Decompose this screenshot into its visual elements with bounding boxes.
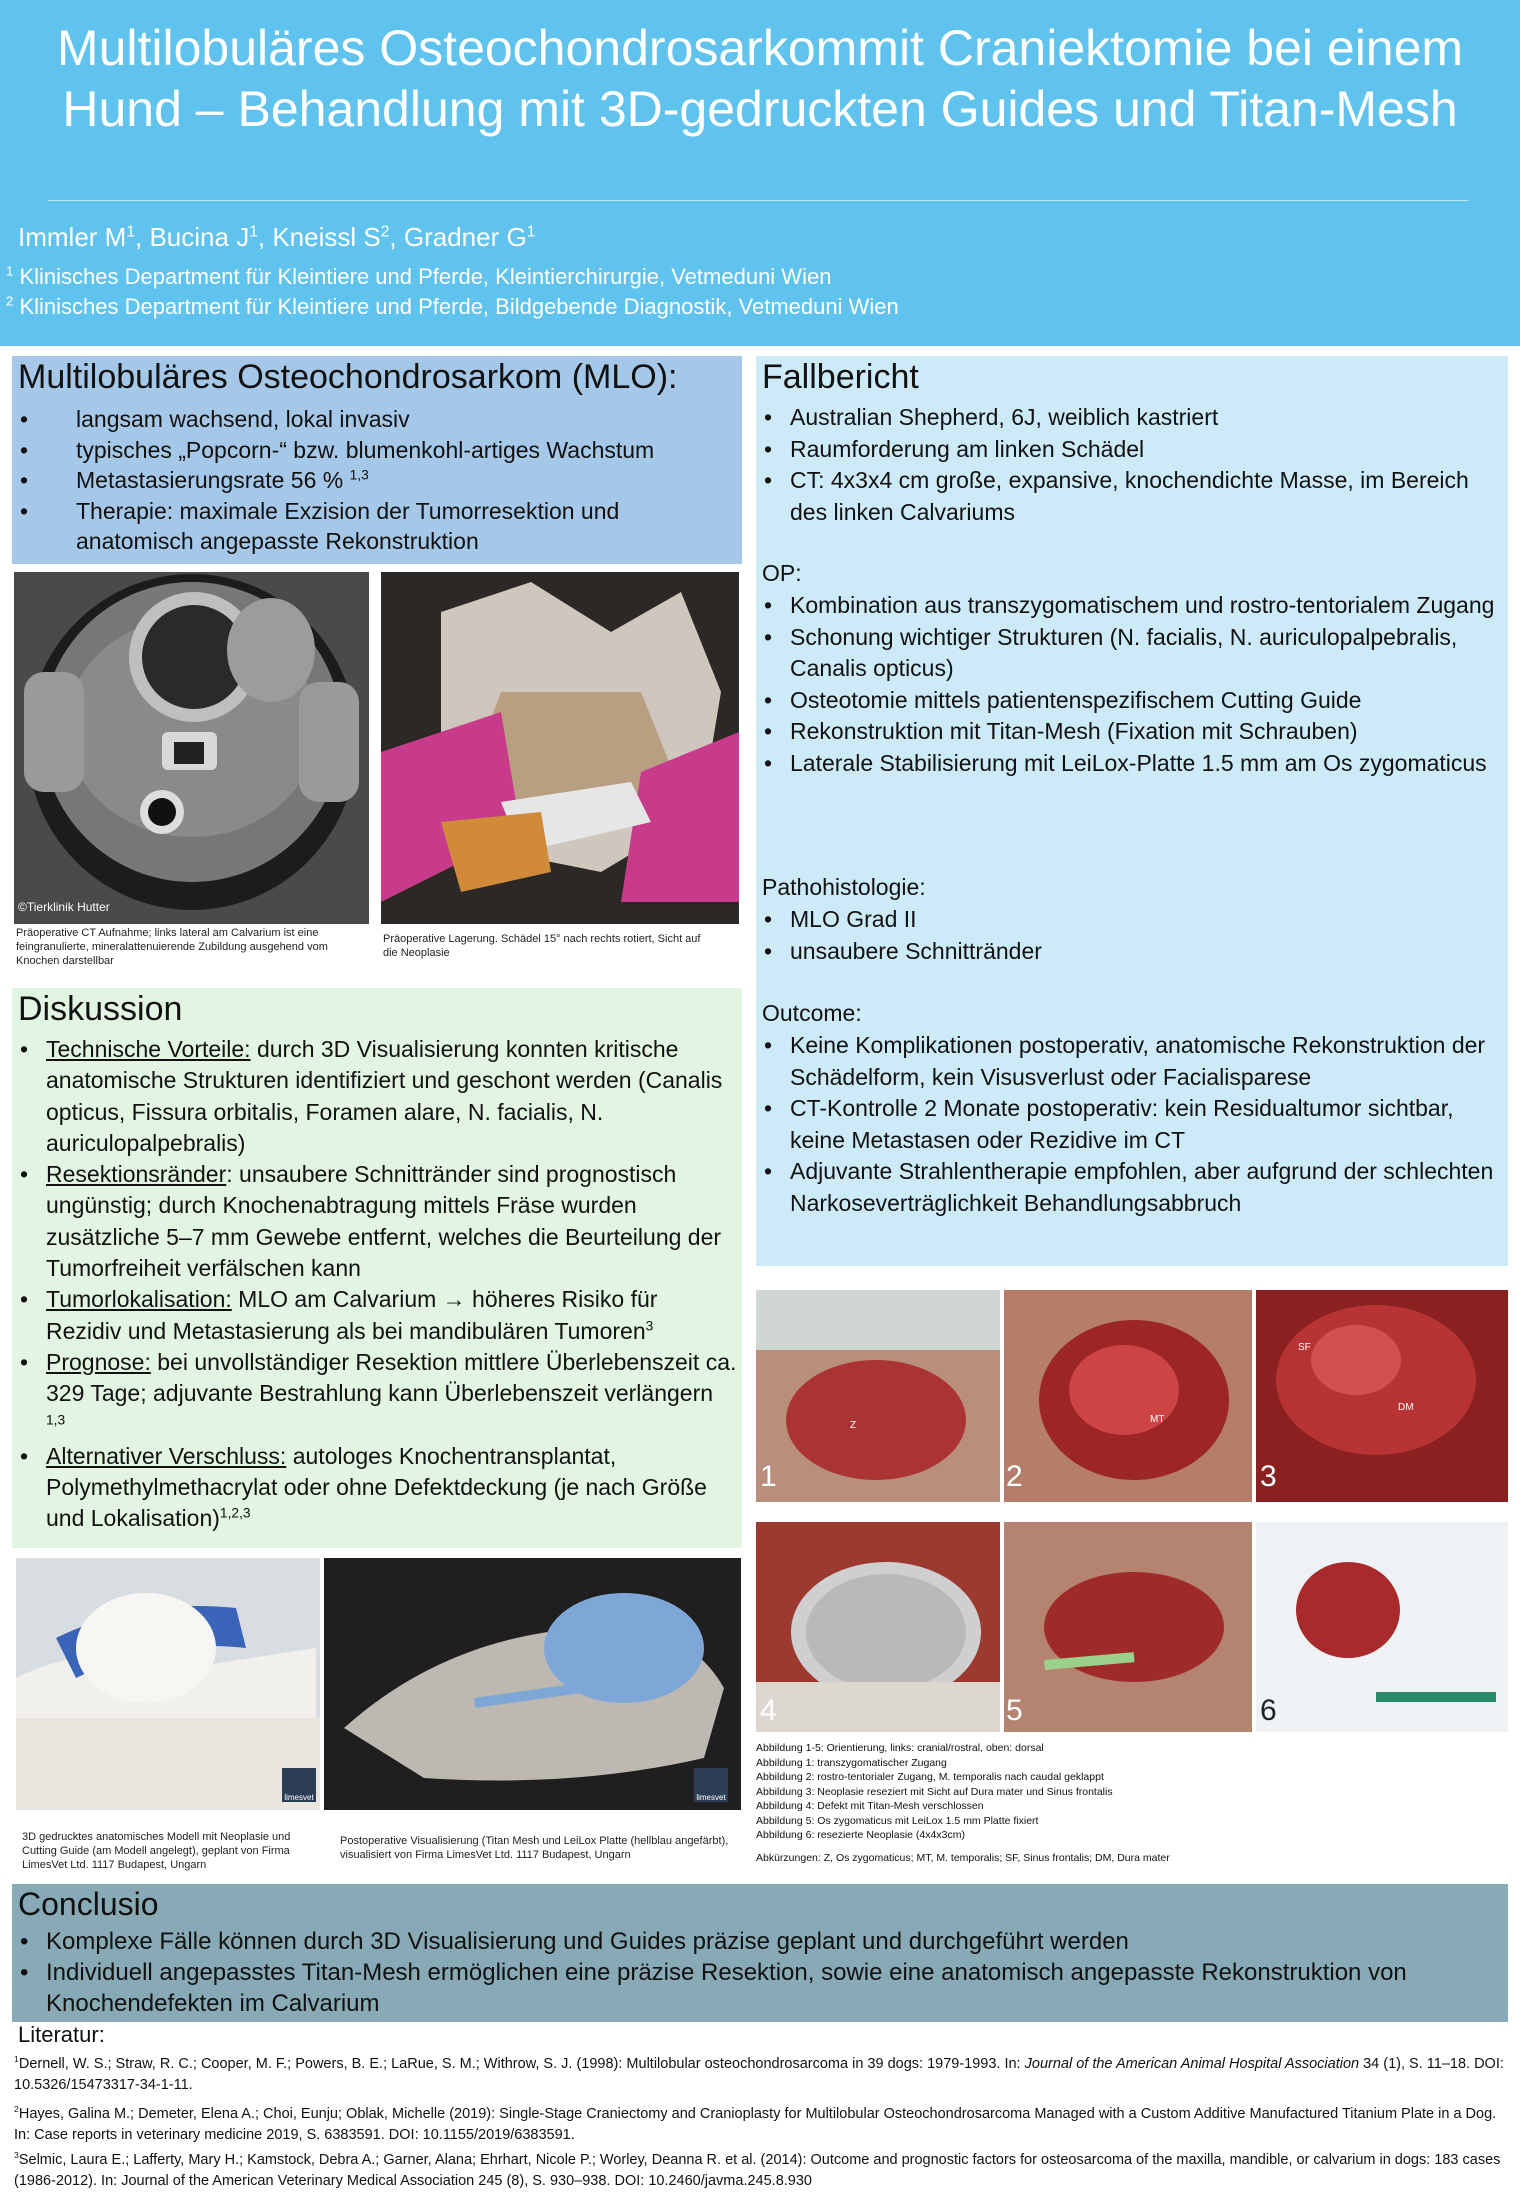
list-item: • CT-Kontrolle 2 Monate postoperativ: kein Residualtumor sichtbar, keine Metastasen oder Rezidive im CT [762,1093,1502,1156]
surgery-photo-5-drawing [1004,1522,1252,1732]
reference: $^1$Dernell, W. S.; Straw, R. C.; Cooper, M. F.; Powers, B. E.; LaRue, S. M.; Withrow, S. J. (1998): Multilobular osteochondrosarcoma in 39 dogs: 1979-1993. In: Journal of the American Animal Hospital Association 34 (1), S. 11–18. DOI: 10.5326/15473317-34-1-11. [14,2054,1504,2093]
literatur-heading: Literatur: [18,2022,105,2047]
mlo-heading: Multilobuläres Osteochondrosarkom (MLO): [18,358,678,396]
mlo-section [12,356,742,564]
op-heading: OP: [762,560,802,586]
reference: $^2$Hayes, Galina M.; Demeter, Elena A.; Choi, Eunju; Oblak, Michelle (2019): Single-Stage Craniectomy and Cranioplasty for Multilobular Osteochondrosarcoma Managed with a Custom Additive Manufactured Titanium Plate in a Dog. In: Case reports in veterinary medicine 2019, S. 6383591. DOI: 10.1155/2019/6383591. [14,2104,1497,2143]
photo-number: 2 [1006,1460,1023,1493]
dog-caption: Präoperative Lagerung. Schädel 15° nach rechts rotiert, Sicht auf die Neoplasie [383,933,701,959]
surgery-photo-3 [1256,1290,1508,1502]
limesvet-logo: limesvet [282,1768,316,1802]
list-item: • Australian Shepherd, 6J, weiblich kastriert [762,402,1502,434]
limesvet-logo: limesvet [694,1768,728,1802]
list-item: • Technische Vorteile: durch 3D Visualisierung konnten kritische anatomische Strukturen identifiziert und geschont werden (Canalis opticus, Fissura orbitalis, Foramen alare, N. facialis, N. auriculopalpebralis) [18,1034,738,1159]
author: Gradner $G^1$ [403,222,536,252]
list-item: • Osteotomie mittels patientenspezifischem Cutting Guide [762,685,1502,717]
fall-list [762,402,1502,528]
image-credit: ©Tierklinik Hutter [18,900,110,914]
photo-number: 5 [1006,1694,1023,1727]
fallbericht-heading: Fallbericht [762,358,919,396]
surgery-photo-1 [756,1290,1000,1502]
abbreviations: Abkürzungen: Z, Os zygomaticus; MT, M. temporalis; SF, Sinus frontalis; DM, Dura mater [756,1851,1170,1864]
3d-model-caption: 3D gedrucktes anatomisches Modell mit Neoplasie und Cutting Guide (am Modell angelegt), geplant von Firma LimesVet Ltd. 1117 Budapest, Ungarn [22,1831,291,1871]
surgery-captions [756,1741,1506,1865]
list-item: • Rekonstruktion mit Titan-Mesh (Fixation mit Schrauben) [762,716,1502,748]
list-item: • Laterale Stabilisierung mit LeiLox-Platte 1.5 mm am Os zygomaticus [762,748,1502,780]
label-dm: DM [1398,1402,1414,1413]
3d-model-photo [16,1558,320,1810]
header-divider [48,200,1468,201]
caption-line: Abbildung 1: transzygomatischer Zugang [756,1756,947,1769]
list-item: • unsaubere Schnittränder [762,936,1502,968]
conclusio-list [18,1926,1498,2019]
pathohistologie-heading: Pathohistologie: [762,874,926,900]
surgery-photo-1-drawing [756,1290,1000,1502]
list-item: • Resektionsränder: unsaubere Schnittränder sind prognostisch ungünstig; durch Knochenabtragung mittels Fräse wurden zusätzliche 5–7 mm Gewebe entfernt, welches die Beurteilung der Tumorfreiheit verfälschen kann [18,1159,738,1284]
list-item: • Metastasierungsrate 56 % $^{1,3}$ [18,465,738,496]
diskussion-list [18,1034,738,1535]
postop-visualisation-image [324,1558,741,1810]
fallbericht-section [756,356,1508,1266]
photo-number: 3 [1260,1460,1277,1493]
skull-render-drawing [324,1558,741,1810]
list-item: • CT: 4x3x4 cm große, expansive, knochendichte Masse, im Bereich des linken Calvariums [762,465,1502,528]
surgery-photo-4 [756,1522,1000,1732]
outcome-list [762,1030,1502,1219]
photo-number: 4 [760,1694,777,1727]
list-item: • Raumforderung am linken Schädel [762,434,1502,466]
label-z: Z [850,1420,857,1431]
ct-caption: Präoperative CT Aufnahme; links lateral am Calvarium ist eine feingranulierte, mineralattenuierende Zubildung ausgehend vom Knochen darstellbar [16,927,328,967]
photo-number: 6 [1260,1694,1277,1727]
dog-positioning-photo [381,572,739,924]
list-item: • Kombination aus transzygomatischem und rostro-tentorialem Zugang [762,590,1502,622]
list-item: • Individuell angepasstes Titan-Mesh ermöglichen eine präzise Resektion, sowie eine anatomisch angepasste Rekonstruktion von Knochendefekten im Calvarium [18,1957,1498,2019]
poster-title: Multilobuläres Osteochondrosarkommit Craniektomie bei einem Hund – Behandlung mit 3D-gedruckten Guides und Titan-Mesh [56,20,1464,137]
mlo-list [18,404,738,557]
list-item: • langsam wachsend, lokal invasiv [18,404,738,435]
photo-number: 1 [760,1460,777,1493]
list-item: • Tumorlokalisation: MLO am Calvarium → höheres Risiko für Rezidiv und Metastasierung als bei mandibulären Tumoren$^3$ [18,1284,738,1347]
postop-visualisation-caption: Postoperative Visualisierung (Titan Mesh und LeiLox Platte (hellblau angefärbt), visualisiert von Firma LimesVet Ltd. 1117 Budapest, Ungarn [340,1835,729,1861]
3d-model-drawing [16,1558,320,1810]
list-item: • Therapie: maximale Exzision der Tumorresektion und anatomisch angepasste Rekonstruktion [18,496,738,557]
affiliation: $^1$ Klinisches Department für Kleintiere und Pferde, Kleintierchirurgie, Vetmeduni Wien [6,263,832,289]
affiliation: $^2$ Klinisches Department für Kleintiere und Pferde, Bildgebende Diagnostik, Vetmeduni Wien [6,293,899,319]
surgery-photo-6-drawing [1256,1522,1508,1732]
author: Kneissl $S^2$ [272,222,390,252]
conclusio-section [12,1884,1508,2022]
list-item: • Schonung wichtiger Strukturen (N. facialis, N. auriculopalpebralis, Canalis opticus) [762,622,1502,685]
list-item: • Prognose: bei unvollständiger Resektion mittlere Überlebenszeit ca. 329 Tage; adjuvante Bestrahlung kann Überlebenszeit verlängern $^{1,3}$ [18,1347,738,1441]
caption-line: Abbildung 2: rostro-tentorialer Zugang, M. temporalis nach caudal geklappt [756,1771,1104,1783]
dog-photo-drawing [381,572,739,924]
author-list: Immler $M^1$, Bucina $J^1$, Kneissl $S^2$, Gradner $G^1$ [18,222,536,252]
caption-line: Abbildung 5: Os zygomaticus mit LeiLox 1.5 mm Platte fixiert [756,1814,1039,1827]
caption-line: Abbildung 1-5: Orientierung, links: cranial/rostral, oben: dorsal [756,1742,1044,1754]
list-item: • Alternativer Verschluss: autologes Knochentransplantat, Polymethylmethacrylat oder ohne Defektdeckung (je nach Größe und Lokalisation)$^{1,2,3}$ [18,1441,738,1535]
label-sf: SF [1298,1342,1311,1353]
diskussion-section [12,988,742,1548]
list-item: • typisches „Popcorn-“ bzw. blumenkohl-artiges Wachstum [18,435,738,466]
label-mt: MT [1150,1414,1165,1425]
surgery-photo-6 [1256,1522,1508,1732]
op-list [762,590,1502,779]
caption-line: Abbildung 3: Neoplasie reseziert mit Sicht auf Dura mater und Sinus frontalis [756,1785,1113,1798]
surgery-photo-4-drawing [756,1522,1000,1732]
surgery-photo-3-drawing [1256,1290,1508,1502]
outcome-heading: Outcome: [762,1000,862,1026]
ct-scan-drawing [14,572,369,924]
list-item: • MLO Grad II [762,904,1502,936]
caption-line: Abbildung 6: resezierte Neoplasie (4x4x3cm) [756,1829,965,1841]
list-item: • Adjuvante Strahlentherapie empfohlen, aber aufgrund der schlechten Narkoseverträglichkeit Behandlungsabbruch [762,1156,1502,1219]
reference: $^3$Selmic, Laura E.; Lafferty, Mary H.; Kamstock, Debra A.; Garner, Alana; Ehrhart, Nicole P.; Worley, Deanna R. et al. (2014): Outcome and prognostic factors for osteosarcoma of the maxilla, mandible, or calvarium in dogs: 183 cases (1986-2012). In: Journal of the American Veterinary Medical Association 245 (8), S. 930–938. DOI: 10.2460/javma.245.8.930 [14,2150,1501,2189]
patho-list [762,904,1502,967]
ct-scan-image [14,572,369,924]
author: Bucina $J^1$ [149,222,258,252]
author: Immler $M^1$ [18,222,136,252]
list-item: • Keine Komplikationen postoperativ, anatomische Rekonstruktion der Schädelform, kein Visusverlust oder Facialisparese [762,1030,1502,1093]
surgery-photo-2-drawing [1004,1290,1252,1502]
surgery-photo-2 [1004,1290,1252,1502]
surgery-photo-5 [1004,1522,1252,1732]
conclusio-heading: Conclusio [18,1886,159,1922]
list-item: • Komplexe Fälle können durch 3D Visualisierung und Guides präzise geplant und durchgeführt werden [18,1926,1498,1957]
poster-header [0,0,1520,346]
diskussion-heading: Diskussion [18,990,183,1028]
caption-line: Abbildung 4: Defekt mit Titan-Mesh verschlossen [756,1800,984,1812]
